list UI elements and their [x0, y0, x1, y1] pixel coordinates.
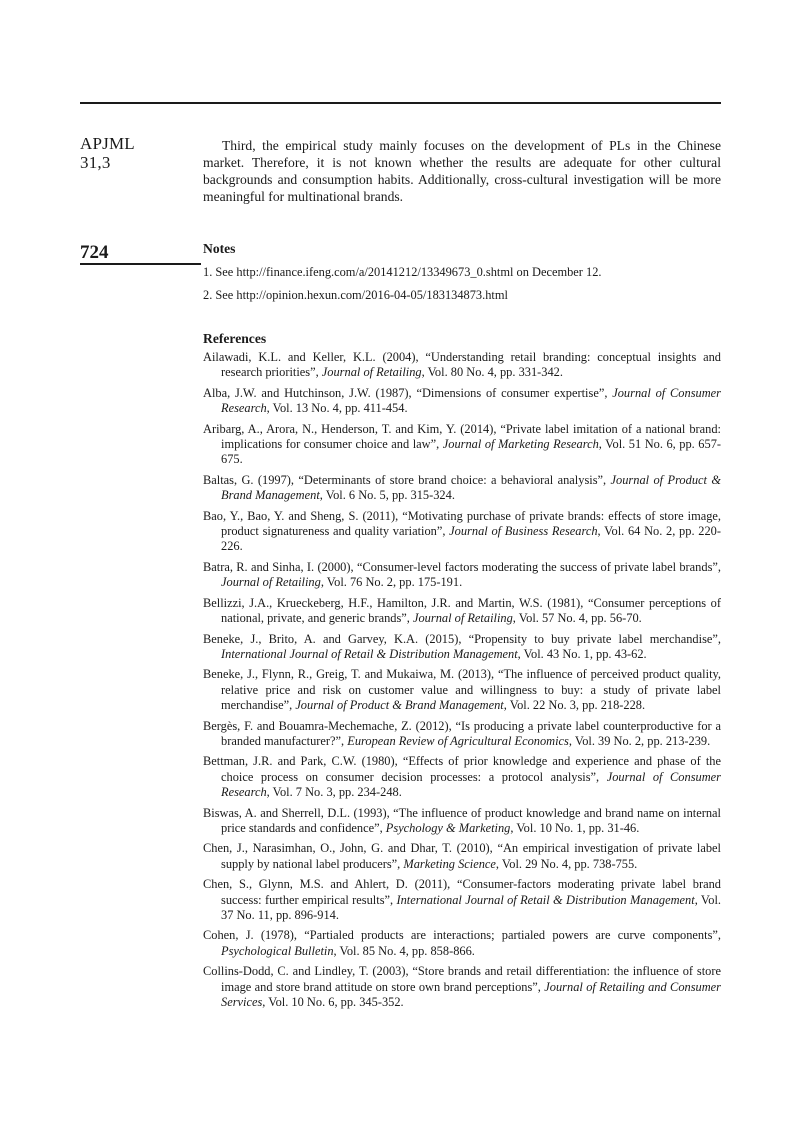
reference-details: , Vol. 43 No. 1, pp. 43-62.: [517, 646, 647, 661]
reference-text: Batra, R. and Sinha, I. (2000), “Consumer-level factors moderating the success of private label brands”,: [203, 559, 721, 574]
reference-text: Cohen, J. (1978), “Partialed products are interactions; partialed powers are curve components”,: [203, 928, 721, 943]
reference-journal: Journal of Product & Brand Management: [221, 472, 721, 503]
reference-journal: Journal of Consumer Research: [221, 385, 721, 416]
reference-item: [203, 632, 721, 663]
reference-text: Chen, J., Narasimhan, O., John, G. and Dhar, T. (2010), “An empirical investigation of private label supply by national label producers”,: [203, 841, 721, 871]
reference-text: Ailawadi, K.L. and Keller, K.L. (2004), “Understanding retail branding: conceptual insights and research priorities”,: [203, 350, 721, 380]
note-item: [203, 264, 721, 280]
reference-item: [203, 877, 721, 923]
reference-item: [203, 596, 721, 627]
reference-text: Bellizzi, J.A., Krueckeberg, H.F., Hamilton, J.R. and Martin, W.S. (1981), “Consumer perceptions of national, private, and generic brands”,: [203, 595, 721, 626]
reference-text: Bettman, J.R. and Park, C.W. (1980), “Effects of prior knowledge and experience and phase of the choice process on consumer decision processes: a protocol analysis”,: [203, 754, 721, 784]
journal-id: [80, 134, 135, 172]
reference-details: , Vol. 37 No. 11, pp. 896-914.: [221, 892, 722, 922]
reference-journal: Journal of Retailing: [321, 365, 422, 380]
reference-item: [203, 841, 721, 872]
reference-journal: Journal of Retailing and Consumer Services: [221, 979, 722, 1010]
reference-details: , Vol. 7 No. 3, pp. 234-248.: [266, 785, 402, 800]
body-paragraph: Third, the empirical study mainly focuses on the development of PLs in the Chinese market. Therefore, it is not known whether the results are adequate for other cultural backgrounds and consumption habits. Additionally, cross-cultural investigation will be more meaningful for multinational brands.: [203, 138, 721, 204]
reference-item: [203, 754, 721, 800]
reference-item: [203, 509, 721, 555]
notes-list: [203, 264, 721, 310]
reference-details: , Vol. 10 No. 1, pp. 31-46.: [510, 820, 640, 835]
reference-details: , Vol. 39 No. 2, pp. 213-239.: [568, 733, 711, 748]
reference-item: [203, 350, 721, 381]
reference-text: Chen, S., Glynn, M.S. and Ahlert, D. (2011), “Consumer-factors moderating private label brand success: further empirical results”,: [203, 877, 721, 907]
reference-details: , Vol. 10 No. 6, pp. 345-352.: [262, 995, 404, 1010]
reference-item: [203, 560, 721, 591]
reference-journal: Journal of Marketing Research: [442, 437, 599, 452]
reference-journal: Psychology & Marketing: [385, 820, 511, 835]
reference-item: [203, 667, 721, 713]
reference-text: Aribarg, A., Arora, N., Henderson, T. and Kim, Y. (2014), “Private label imitation of a national brand: implications for consumer choice and law”,: [203, 421, 721, 452]
reference-journal: Journal of Business Research: [449, 524, 598, 539]
reference-journal: Journal of Product & Brand Management: [295, 698, 504, 713]
reference-text: Baltas, G. (1997), “Determinants of store brand choice: a behavioral analysis”,: [203, 472, 611, 487]
reference-text: Alba, J.W. and Hutchinson, J.W. (1987), “Dimensions of consumer expertise”,: [203, 385, 613, 400]
reference-details: , Vol. 85 No. 4, pp. 858-866.: [333, 943, 475, 958]
reference-text: Beneke, J., Flynn, R., Greig, T. and Mukaiwa, M. (2013), “The influence of perceived product quality, relative price and risk on customer value and willingness to buy: a study of private label merchandise”,: [203, 667, 721, 713]
reference-journal: Marketing Science: [403, 856, 496, 871]
reference-item: [203, 806, 721, 837]
reference-details: , Vol. 64 No. 2, pp. 220-226.: [221, 524, 721, 554]
reference-journal: International Journal of Retail & Distribution Management: [221, 646, 518, 661]
page-number-rule: [80, 263, 201, 265]
note-number: 1.: [203, 265, 213, 279]
reference-item: [203, 719, 721, 750]
references-heading: References: [203, 331, 267, 346]
journal-abbreviation: APJML: [80, 134, 135, 153]
reference-journal: Journal of Consumer Research: [221, 769, 721, 800]
note-number: 2.: [203, 288, 213, 302]
reference-details: , Vol. 51 No. 6, pp. 657-675.: [221, 437, 722, 467]
note-text: See http://opinion.hexun.com/2016-04-05/183134873.html: [215, 288, 508, 302]
page-number: 724: [80, 242, 109, 263]
note-item: [203, 287, 721, 303]
reference-details: , Vol. 6 No. 5, pp. 315-324.: [319, 488, 455, 503]
reference-text: Beneke, J., Brito, A. and Garvey, K.A. (2015), “Propensity to buy private label merchandise”,: [203, 631, 721, 646]
reference-item: [203, 386, 721, 417]
reference-text: Biswas, A. and Sherrell, D.L. (1993), “The influence of product knowledge and brand name on internal price standards and confidence”,: [203, 805, 721, 835]
references-list: [203, 350, 721, 1015]
reference-text: Collins-Dodd, C. and Lindley, T. (2003), “Store brands and retail differentiation: the influence of store image and store brand attitude on store own brand perceptions”,: [203, 964, 721, 994]
reference-item: [203, 473, 721, 504]
reference-details: , Vol. 80 No. 4, pp. 331-342.: [421, 365, 563, 380]
reference-details: , Vol. 22 No. 3, pp. 218-228.: [503, 698, 646, 713]
notes-heading: Notes: [203, 241, 236, 256]
reference-journal: International Journal of Retail & Distribution Management: [396, 892, 695, 907]
reference-journal: Psychological Bulletin: [221, 943, 334, 958]
reference-details: , Vol. 13 No. 4, pp. 411-454.: [266, 401, 408, 416]
reference-text: Bergès, F. and Bouamra-Mechemache, Z. (2012), “Is producing a private label counterproductive for a branded manufacturer?”,: [203, 718, 721, 748]
volume-issue: 31,3: [80, 153, 111, 172]
reference-journal: Journal of Retailing: [221, 575, 321, 590]
reference-item: [203, 422, 721, 468]
header-rule: [80, 102, 721, 104]
reference-details: , Vol. 76 No. 2, pp. 175-191.: [320, 575, 463, 590]
note-text: See http://finance.ifeng.com/a/20141212/13349673_0.shtml on December 12.: [215, 265, 602, 279]
reference-details: , Vol. 57 No. 4, pp. 56-70.: [512, 611, 642, 626]
reference-item: [203, 964, 721, 1010]
reference-details: , Vol. 29 No. 4, pp. 738-755.: [495, 856, 638, 871]
reference-text: Bao, Y., Bao, Y. and Sheng, S. (2011), “Motivating purchase of private brands: effects of store image, product signatureness and quality variation”,: [203, 508, 721, 539]
reference-journal: European Review of Agricultural Economics: [347, 733, 569, 748]
reference-journal: Journal of Retailing: [412, 611, 513, 626]
reference-item: [203, 928, 721, 959]
